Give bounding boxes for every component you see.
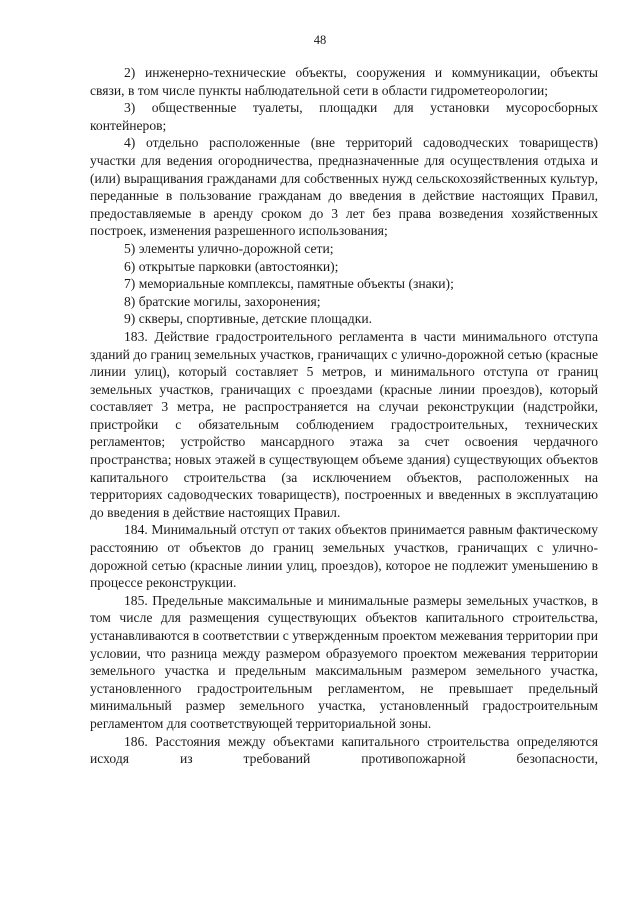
article-185: 185. Предельные максимальные и минимальные размеры земельных участков, в том числе для размещения существующих объектов капитального строительства, устанавливаются в соответствии с утвержденным проектом межевания территории при условии, что разница между размером образуемого проектом межевания территории земельного участка и предельным максимальным размером земельного участка, установленного градостроительным регламентом, не превышает предельный минимальный размер земельного участка, установленный градостроительным регламентом для соответствующей территориальной зоны. [90,592,598,731]
list-item-4: 4) отдельно расположенные (вне территорий садоводческих товариществ) участки для ведения огородничества, предназначенные для осуществления отдыха и (или) выращивания гражданами для собственных нужд сельскохозяйственных культур, переданные в пользование гражданам до введения в действие настоящих Правил, предоставляемые в аренду сроком до 3 лет без права возведения хозяйственных построек, изменения разрешенного использования; [90,135,598,239]
page-number: 48 [313,33,327,47]
article-183: 183. Действие градостроительного регламента в части минимального отступа зданий до границ земельных участков, граничащих с улично-дорожной сетью (красные линии улиц), который составляет 5 метров, и минимального отступа от границ земельных участков, граничащих с проездами (красные линии проездов), который составляет 3 метра, не распространяется на случаи реконструкции (надстройки, пристройки с обязательным соблюдением градостроительных, технических регламентов; устройство мансардного этажа за счет освоения чердачного пространства; новых этажей в существующем объеме здания) существующих объектов капитального строительства (за исключением объектов, расположенных на территориях садоводческих товариществ), построенных и введенных в эксплуатацию до введения в действие настоящих Правил. [90,328,598,520]
list-item-9: 9) скверы, спортивные, детские площадки. [124,311,373,327]
list-item-7: 7) мемориальные комплексы, памятные объекты (знаки); [124,276,454,292]
list-item-8: 8) братские могилы, захоронения; [124,293,321,309]
list-item-6: 6) открытые парковки (автостоянки); [124,258,339,274]
list-item-2: 2) инженерно-технические объекты, сооружения и коммуникации, объекты связи, в том числе пункты наблюдательной сети в области гидрометеорологии; [90,65,598,98]
article-186: 186. Расстояния между объектами капитального строительства определяются исходя из требований противопожарной безопасности, [90,733,598,767]
body-text [90,64,598,768]
article-184: 184. Минимальный отступ от таких объектов принимается равным фактическому расстоянию от объектов до границ земельных участков, граничащих с улично-дорожной сетью (красные линии улиц, проездов), которое не подлежит уменьшению в процессе реконструкции. [90,522,598,591]
list-item-3: 3) общественные туалеты, площадки для установки мусоросборных контейнеров; [90,100,598,133]
list-item-5: 5) элементы улично-дорожной сети; [124,240,334,256]
